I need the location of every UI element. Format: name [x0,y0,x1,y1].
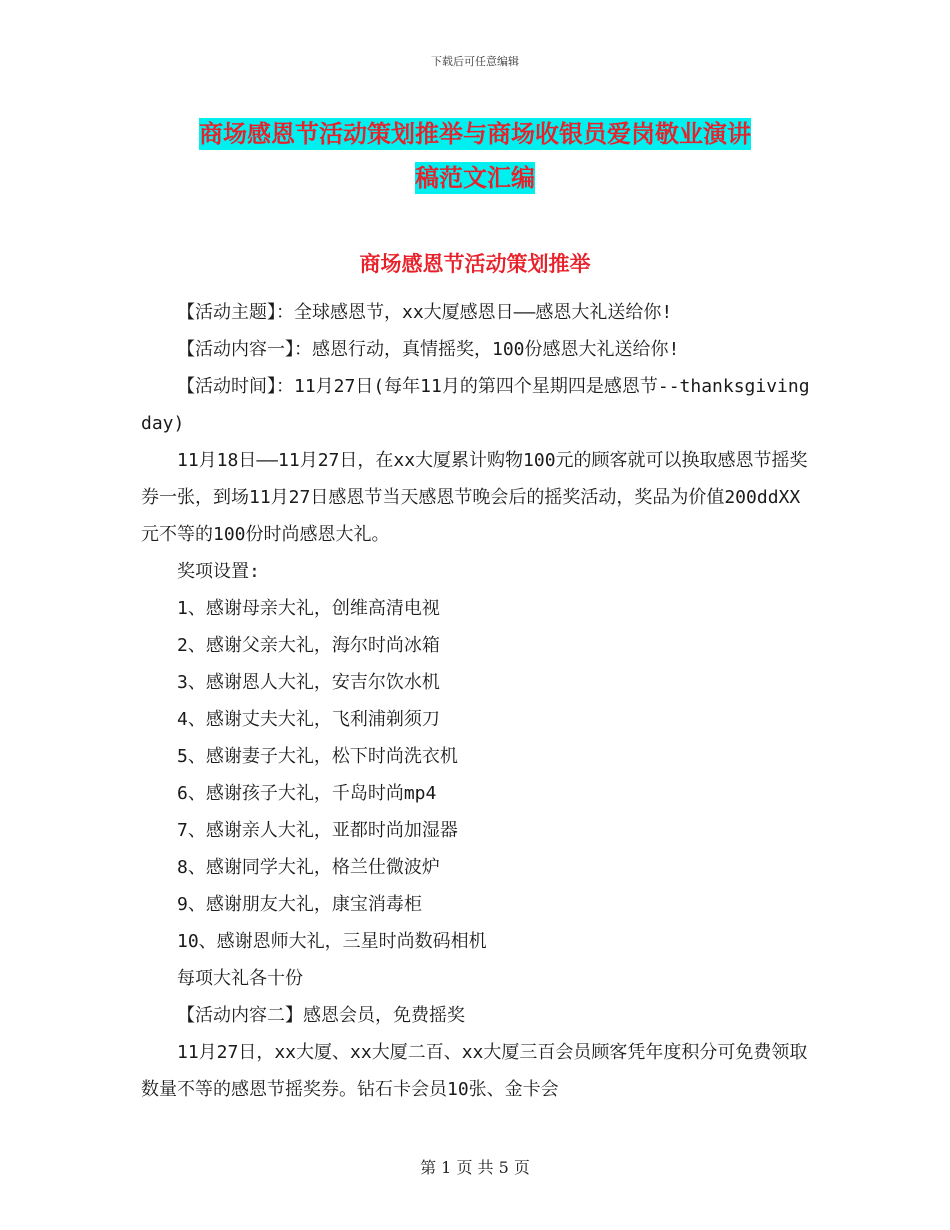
paragraph: 【活动主题】：全球感恩节，xx大厦感恩日——感恩大礼送给你! [177,302,673,323]
prize-item: 9、感谢朋友大礼，康宝消毒柜 [177,894,422,915]
paragraph: 【活动内容一】：感恩行动，真情摇奖，100份感恩大礼送给你! [177,339,680,360]
body-text [141,294,811,1108]
paragraph: 【活动时间】：11月27日(每年11月的第四个星期四是感恩节--thanksgiving day) [141,376,810,434]
section-title: 商场感恩节活动策划推举 [359,252,591,276]
document-title [140,112,810,200]
prize-item: 7、感谢亲人大礼，亚都时尚加湿器 [177,820,458,841]
prize-item: 2、感谢父亲大礼，海尔时尚冰箱 [177,635,440,656]
prize-item: 3、感谢恩人大礼，安吉尔饮水机 [177,672,440,693]
title-line-2: 稿范文汇编 [415,164,535,192]
prize-item: 1、感谢母亲大礼，创维高清电视 [177,598,440,619]
header-note: 下载后可任意编辑 [431,55,519,68]
title-line-1: 商场感恩节活动策划推举与商场收银员爱岗敬业演讲 [199,120,751,148]
prize-item: 5、感谢妻子大礼，松下时尚洗衣机 [177,746,458,767]
prize-item: 4、感谢丈夫大礼，飞利浦剃须刀 [177,709,440,730]
paragraph: 奖项设置: [177,561,260,582]
page-footer: 第 1 页 共 5 页 [420,1158,530,1177]
prize-item: 10、感谢恩师大礼，三星时尚数码相机 [177,931,487,952]
prize-item: 6、感谢孩子大礼，千岛时尚mp4 [177,783,437,804]
paragraph: 【活动内容二】感恩会员，免费摇奖 [177,1005,465,1026]
paragraph: 11月27日，xx大厦、xx大厦二百、xx大厦三百会员顾客凭年度积分可免费领取数量不等的感恩节摇奖券。钻石卡会员10张、金卡会 [141,1042,808,1100]
paragraph: 每项大礼各十份 [177,968,303,989]
prize-item: 8、感谢同学大礼，格兰仕微波炉 [177,857,440,878]
paragraph: 11月18日——11月27日，在xx大厦累计购物100元的顾客就可以换取感恩节摇奖券一张，到场11月27日感恩节当天感恩节晚会后的摇奖活动，奖品为价值200ddXX元不等的100份时尚感恩大礼。 [141,450,808,545]
